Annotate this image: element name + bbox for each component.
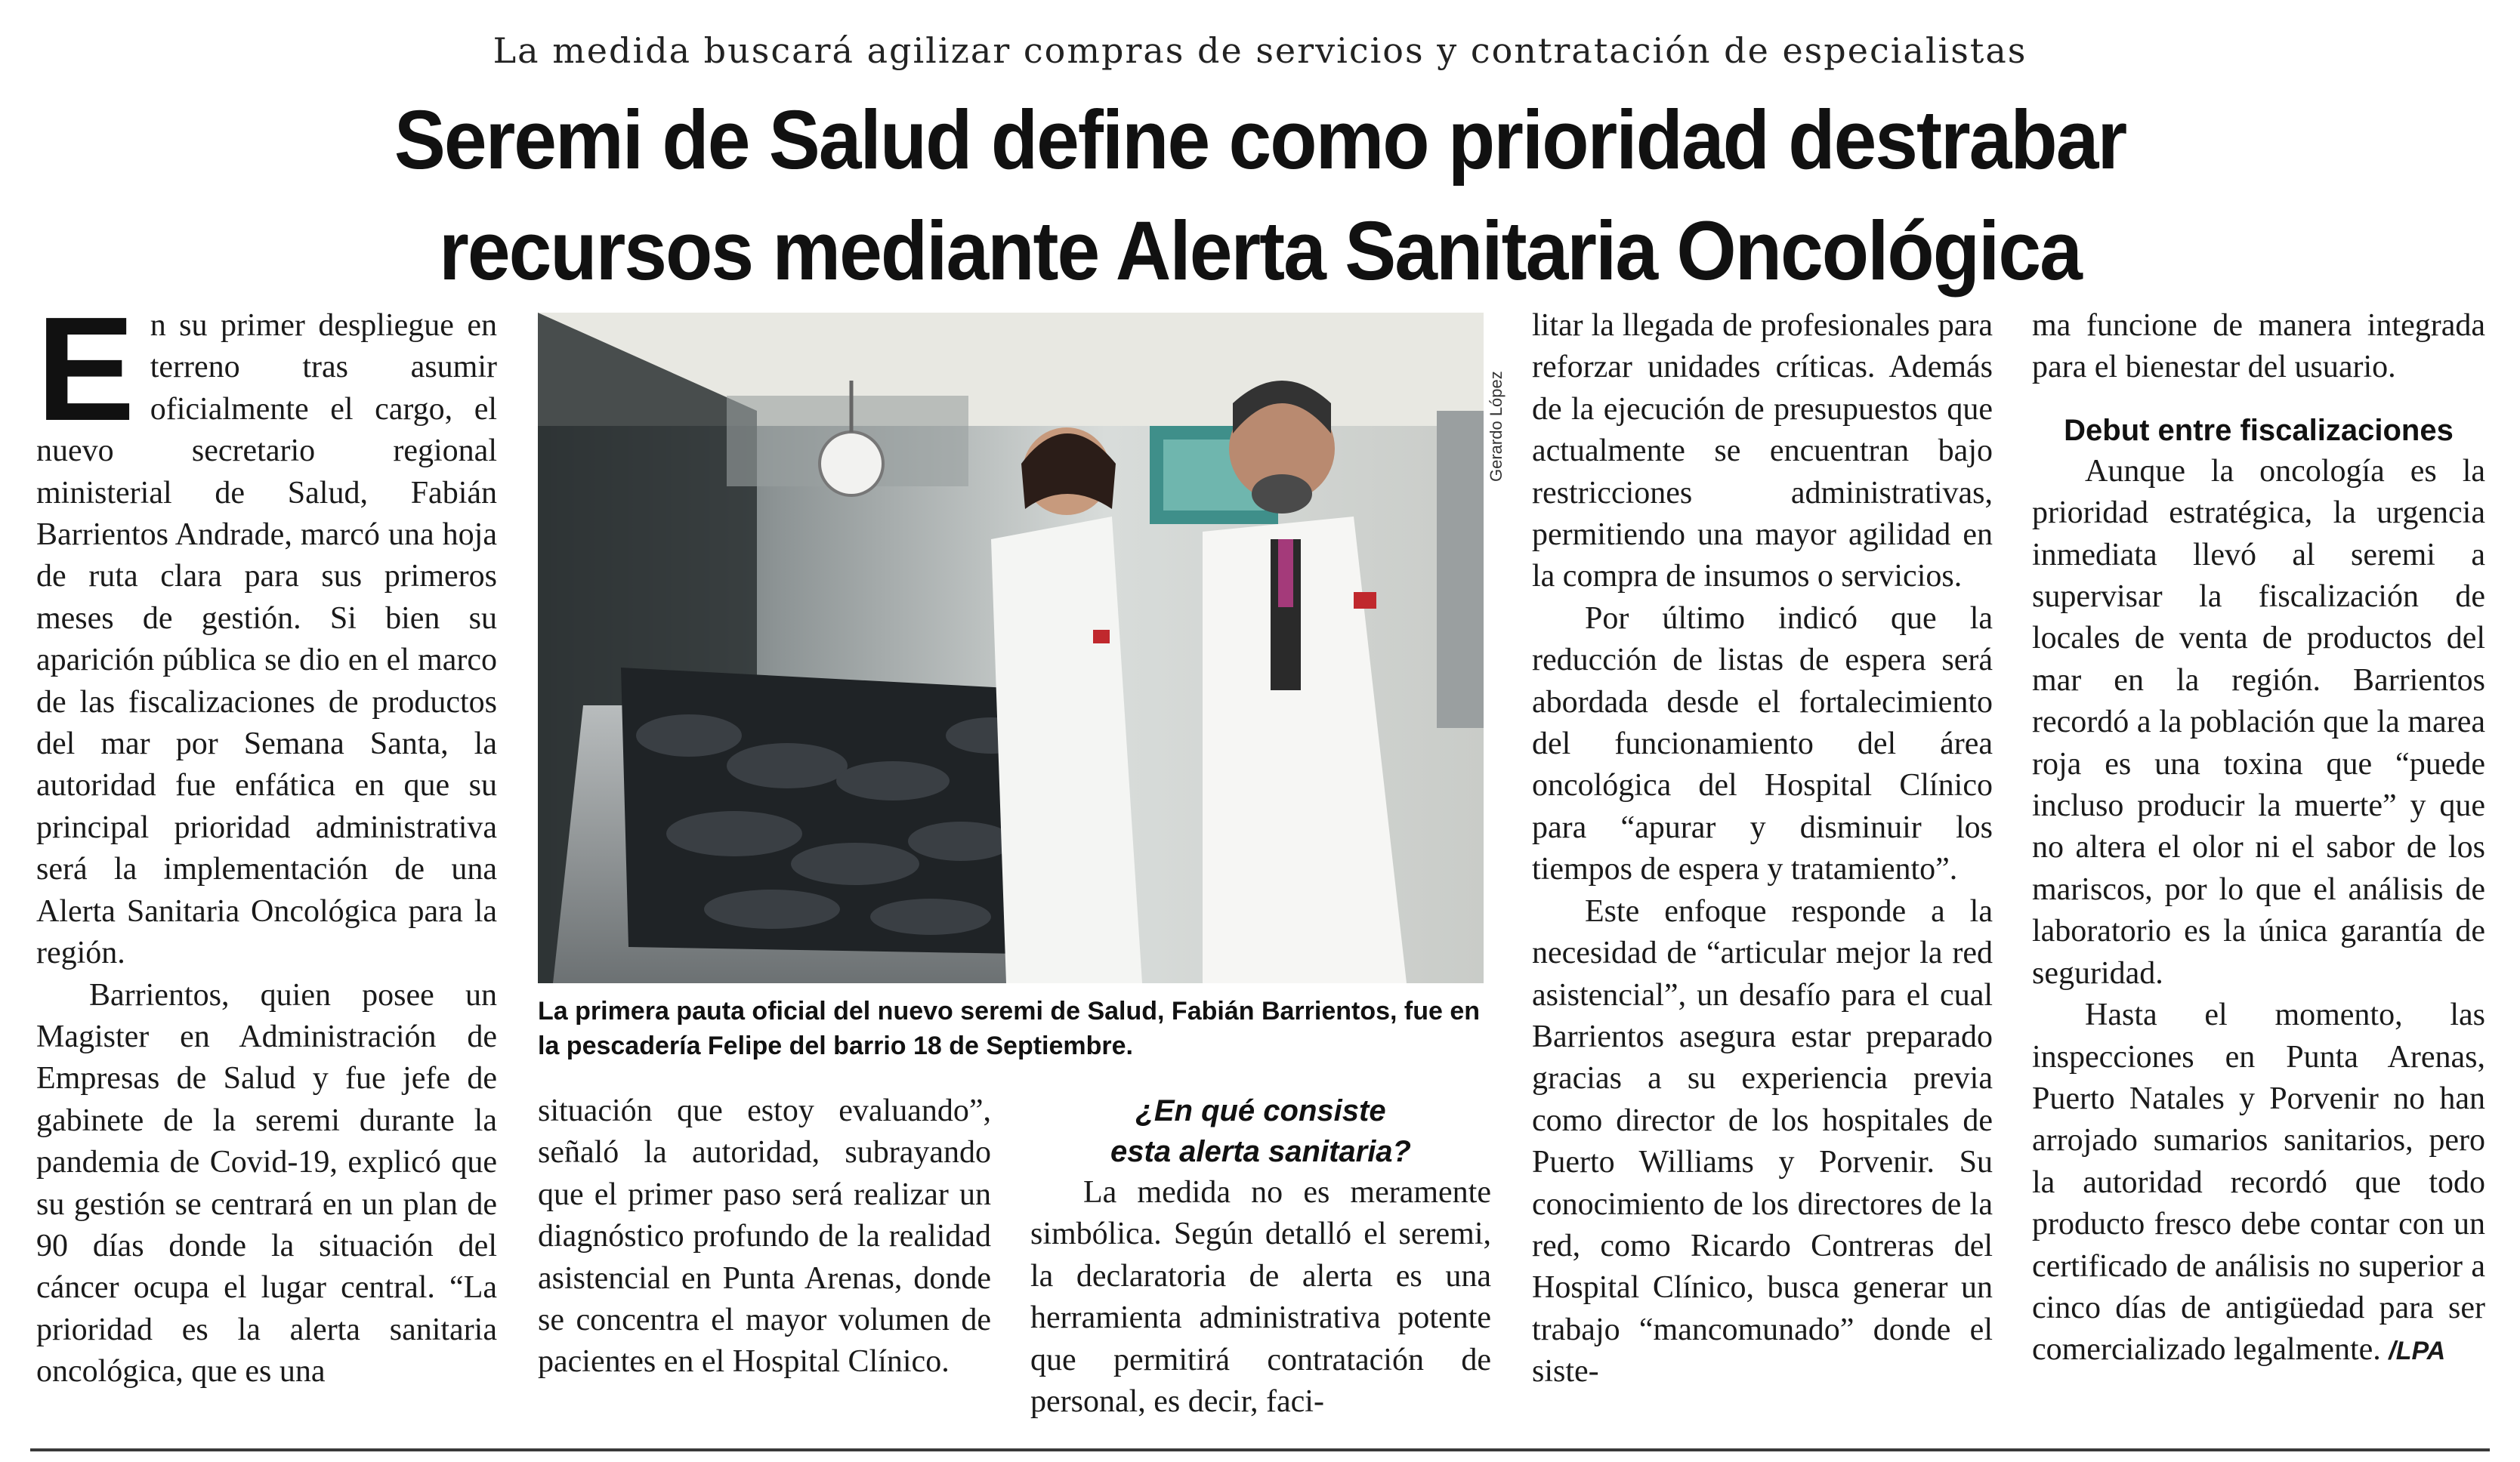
subhead-debut: Debut entre fiscalizaciones bbox=[2064, 413, 2454, 447]
paragraph-1 bbox=[36, 286, 497, 975]
paragraph-7: Este enfoque responde a la necesidad de “articular mejor la red asistencial”, un desafío para el cual Barrientos asegura estar preparado gracias a su experiencia previa como director de los hospitales de Puerto Williams y Porvenir. Su conocimiento de los directores de la red, como Ricardo Contreras del Hospital Clínico, busca generar un trabajo “mancomunado” donde el siste- bbox=[1532, 893, 1993, 1390]
column-1 bbox=[36, 286, 497, 1393]
paragraph-4: La medida no es meramente simbólica. Según detalló el seremi, la declaratoria de alerta es una herramienta administrativa potente que permitirá contratación de personal, es decir, faci- bbox=[1030, 1175, 1491, 1420]
paragraph-5: litar la llegada de profesionales para reforzar unidades críticas. Además de la ejecución de presupuestos que actualmente se encuentran bajo restricciones administrativas, permitiendo una mayor agilidad en la compra de insumos o servicios. bbox=[1532, 308, 1993, 594]
paragraph-1-text: n su primer despliegue en terreno tras asumir oficialmente el cargo, el nuevo secretario regional ministerial de Salud, Fabián Barrientos Andrade, marcó una hoja de ruta clara para sus primeros meses de gestión. Si bien su aparición pública se dio en el marco de las fiscalizaciones de productos del mar por Semana Santa, la autoridad fue enfática en que su principal prioridad administrativa será la implementación de una Alerta Sanitaria Oncológica para la región. bbox=[36, 308, 497, 971]
paragraph-10 bbox=[2032, 995, 2485, 1373]
article-kicker: La medida buscará agilizar compras de servicios y contratación de especialistas bbox=[493, 30, 2027, 71]
author-signature: /LPA bbox=[2389, 1337, 2446, 1366]
paragraph-9: Aunque la oncología es la prioridad estratégica, la urgencia inmediata llevó al seremi a supervisar la fiscalización de locales de venta de productos del mar en la región. Barrientos recordó a la población que la marea roja es una toxina que “puede incluso producir la muerte” y que no altera el olor ni el sabor de los mariscos, por lo que el análisis de laboratorio es la única garantía de seguridad. bbox=[2032, 453, 2485, 991]
subhead-line-1: ¿En qué consiste bbox=[1135, 1094, 1386, 1127]
drop-cap: E bbox=[36, 286, 135, 452]
article-photo bbox=[538, 313, 1484, 983]
subhead-line-2: esta alerta sanitaria? bbox=[1110, 1135, 1411, 1168]
article-headline bbox=[113, 85, 2407, 307]
bottom-rule bbox=[30, 1448, 2490, 1451]
paragraph-10-text: Hasta el momento, las inspecciones en Punta Arenas, Puerto Natales y Porvenir no han arrojado sumarios sanitarios, pero la autoridad recordó que todo producto fresco debe contar con un certificado de análisis no superior a cinco días de antigüedad para ser comercializado legalmente. bbox=[2032, 998, 2485, 1368]
column-4 bbox=[1532, 305, 1993, 1393]
paragraph-3: situación que estoy evaluando”, señaló la autoridad, subrayando que el primer paso será realizar un diagnóstico profundo de la realidad asistencial en Punta Arenas, donde se concentra el mayor volumen de pacientes en el Hospital Clínico. bbox=[538, 1093, 991, 1380]
subhead-alerta bbox=[1030, 1090, 1491, 1172]
column-3 bbox=[1030, 1090, 1491, 1423]
column-2 bbox=[538, 1090, 991, 1383]
paragraph-2: Barrientos, quien posee un Magister en Administración de Empresas de Salud y fue jefe de gabinete de la seremi durante la pandemia de Covid-19, explicó que su gestión se centrará en un plan de 90 días donde la situación del cáncer ocupa el lugar central. “La prioridad es la alerta sanitaria oncológica, que es una bbox=[36, 977, 497, 1390]
headline-line-2: recursos mediante Alerta Sanitaria Oncológica bbox=[439, 204, 2081, 298]
column-5 bbox=[2032, 305, 2485, 1373]
paragraph-8: ma funcione de manera integrada para el bienestar del usuario. bbox=[2032, 308, 2485, 385]
photo-caption: La primera pauta oficial del nuevo seremi de Salud, Fabián Barrientos, fue en la pescadería Felipe del barrio 18 de Septiembre. bbox=[538, 997, 1481, 1060]
paragraph-6: Por último indicó que la reducción de listas de espera será abordada desde el fortalecimiento del funcionamiento del área oncológica del Hospital Clínico para “apurar y disminuir los tiempos de espera y tratamiento”. bbox=[1532, 600, 1993, 887]
photo-credit: Gerardo López bbox=[1487, 371, 1506, 482]
headline-line-1: Seremi de Salud define como prioridad destrabar bbox=[394, 93, 2126, 187]
photo-illustration bbox=[538, 313, 1484, 983]
